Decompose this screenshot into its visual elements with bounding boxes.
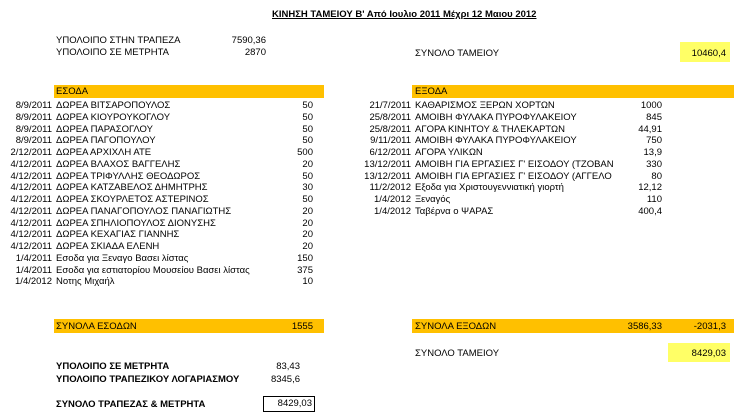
income-amounts — [268, 100, 313, 288]
bank-balance-label: ΥΠΟΛΟΙΠΟ ΣΤΗΝ ΤΡΑΠΕΖΑ — [56, 35, 181, 46]
income-date[interactable]: 4/12/2011 — [10, 182, 52, 194]
income-header-band — [54, 85, 324, 98]
income-date[interactable]: 4/12/2011 — [10, 194, 52, 205]
income-desc[interactable]: Εσοδα για Ξεναγο Βασει λίστας — [56, 252, 189, 264]
expense-amount[interactable]: 845 — [646, 111, 662, 123]
bottom-cash-label: ΥΠΟΛΟΙΠΟ ΣΕ ΜΕΤΡΗΤΑ — [56, 361, 170, 372]
expense-amount[interactable]: 110 — [646, 194, 662, 205]
page-title: ΚΙΝΗΣΗ ΤΑΜΕΙΟΥ Β' Από Ιουλιο 2011 Μέχρι 12 Μαιου 2012 — [272, 9, 537, 20]
expense-amount[interactable]: 400,4 — [638, 205, 662, 217]
expense-desc[interactable]: ΑΜΟΙΒΗ ΦΥΛΑΚΑ ΠΥΡΟΦΥΛΑΚΕΙΟΥ — [415, 111, 577, 123]
expense-amount[interactable]: 330 — [646, 158, 662, 170]
expense-amount[interactable]: 44,91 — [638, 123, 662, 135]
expense-desc[interactable]: Εξοδα για Χριστουγεννιατική γιορτή — [415, 182, 564, 194]
income-amount[interactable]: 20 — [302, 158, 313, 170]
income-date[interactable]: 2/12/2011 — [10, 147, 52, 158]
income-header: ΕΣΟΔΑ — [56, 86, 89, 97]
income-desc[interactable]: ΔΩΡΕΑ ΚΑΤΖΑΒΕΛΟΣ ΔΗΜΗΤΡΗΣ — [56, 182, 208, 194]
grand-total-label: ΣΥΝΟΛΟ ΤΡΑΠΕΖΑΣ & ΜΕΤΡΗΤΑ — [56, 399, 206, 410]
income-date[interactable]: 8/9/2011 — [15, 123, 52, 135]
expense-desc[interactable]: Ταβέρνα ο ΨΑΡΑΣ — [415, 205, 494, 217]
income-amount[interactable]: 500 — [297, 147, 313, 158]
expense-date[interactable]: 13/12/2011 — [364, 158, 411, 170]
income-amount[interactable]: 375 — [297, 264, 313, 276]
expense-amount[interactable]: 13,9 — [643, 147, 662, 158]
expense-total-value[interactable]: 3586,33 — [627, 321, 662, 332]
expense-desc[interactable]: ΑΜΟΙΒΗ ΓΙΑ ΕΡΓΑΣΙΕΣ Γ' ΕΙΣΟΔΟΥ (ΤΖΟΒΑΝ — [415, 158, 614, 170]
expense-total-label: ΣΥΝΟΛΑ ΕΞΟΔΩΝ — [415, 321, 497, 332]
income-desc[interactable]: ΔΩΡΕΑ ΣΚΟΥΡΛΕΤΟΣ ΑΣΤΕΡΙΝΟΣ — [56, 194, 209, 205]
expense-date[interactable]: 25/8/2011 — [369, 123, 411, 135]
income-desc[interactable]: ΔΩΡΕΑ ΠΑΡΑΣΟΓΛΟΥ — [56, 123, 153, 135]
expense-date[interactable]: 6/12/2011 — [369, 147, 411, 158]
income-desc[interactable]: ΔΩΡΕΑ ΚΕΧΑΓΙΑΣ ΓΙΑΝΝΗΣ — [56, 229, 180, 241]
expense-header-band — [412, 85, 734, 98]
expense-desc[interactable]: ΑΓΟΡΑ ΚΙΝΗΤΟΥ & ΤΗΛΕΚΑΡΤΩΝ — [415, 123, 566, 135]
income-amount[interactable]: 150 — [297, 252, 313, 264]
expense-header: ΕΞΟΔΑ — [415, 86, 448, 97]
income-amount[interactable]: 50 — [302, 194, 313, 205]
bottom-bank-value[interactable]: 8345,6 — [270, 374, 300, 385]
income-amount[interactable]: 20 — [302, 241, 313, 252]
income-descriptions — [56, 100, 267, 288]
income-desc[interactable]: ΔΩΡΕΑ ΣΠΗΛΙΟΠΟΥΛΟΣ ΔΙΟΝΥΣΗΣ — [56, 217, 216, 229]
expense-date[interactable]: 1/4/2012 — [374, 205, 411, 217]
expense-date[interactable]: 25/8/2011 — [369, 111, 411, 123]
expense-amount[interactable]: 750 — [646, 135, 662, 147]
income-total-value[interactable]: 1555 — [291, 321, 313, 332]
income-date[interactable]: 4/12/2011 — [10, 158, 52, 170]
income-date[interactable]: 1/4/2012 — [15, 276, 52, 288]
expense-desc[interactable]: ΑΓΟΡΑ ΥΛΙΚΩΝ — [415, 147, 483, 158]
fund-total-value[interactable]: 10460,4 — [691, 48, 726, 59]
expense-amount[interactable]: 1000 — [640, 100, 662, 111]
balance-difference-value[interactable]: -2031,3 — [693, 321, 726, 332]
income-date[interactable]: 8/9/2011 — [15, 100, 52, 111]
income-date[interactable]: 4/12/2011 — [10, 241, 52, 252]
income-date[interactable]: 1/4/2011 — [15, 252, 52, 264]
income-date[interactable]: 4/12/2011 — [10, 205, 52, 217]
bottom-bank-label: ΥΠΟΛΟΙΠΟ ΤΡΑΠΕΖΙΚΟΥ ΛΟΓΑΡΙΑΣΜΟΥ — [56, 374, 240, 385]
expense-date[interactable]: 1/4/2012 — [374, 194, 411, 205]
income-date[interactable]: 4/12/2011 — [10, 170, 52, 182]
income-desc[interactable]: Νοτης Μιχαήλ — [56, 276, 115, 288]
income-desc[interactable]: ΔΩΡΕΑ ΒΛΑΧΟΣ ΒΑΓΓΕΛΗΣ — [56, 158, 181, 170]
income-amount[interactable]: 20 — [302, 229, 313, 241]
expense-desc[interactable]: Ξεναγός — [415, 194, 451, 205]
fund-total-final-value[interactable]: 8429,03 — [691, 348, 726, 359]
income-total-label: ΣΥΝΟΛΑ ΕΣΟΔΩΝ — [56, 321, 137, 332]
income-amount[interactable]: 50 — [302, 123, 313, 135]
income-amount[interactable]: 50 — [302, 135, 313, 147]
expense-dates — [335, 100, 411, 218]
expense-amount[interactable]: 80 — [651, 170, 662, 182]
income-amount[interactable]: 50 — [302, 100, 313, 111]
income-date[interactable]: 4/12/2011 — [10, 217, 52, 229]
income-desc[interactable]: ΔΩΡΕΑ ΠΑΓΟΠΟΥΛΟΥ — [56, 135, 156, 147]
cash-balance-value[interactable]: 2870 — [244, 47, 266, 58]
income-desc[interactable]: ΔΩΡΕΑ ΣΚΙΑΔΑ ΕΛΕΝΗ — [56, 241, 160, 252]
income-desc[interactable]: ΔΩΡΕΑ ΠΑΝΑΓΟΠΟΥΛΟΣ ΠΑΝΑΓΙΩΤΗΣ — [56, 205, 232, 217]
income-desc[interactable]: Εσοδα για εστιατορίου Μουσείου Βασει λίστας — [56, 264, 250, 276]
bottom-cash-value[interactable]: 83,43 — [276, 361, 300, 372]
income-date[interactable]: 4/12/2011 — [10, 229, 52, 241]
income-dates — [0, 100, 52, 288]
income-desc[interactable]: ΔΩΡΕΑ ΚΙΟΥΡΟΥΚΟΓΛΟΥ — [56, 111, 171, 123]
income-desc[interactable]: ΔΩΡΕΑ ΑΡΧΙΧΛΗ ΑΤΕ — [56, 147, 152, 158]
grand-total-value[interactable]: 8429,03 — [263, 396, 315, 412]
expense-descriptions — [415, 100, 620, 218]
income-date[interactable]: 1/4/2011 — [15, 264, 52, 276]
income-amount[interactable]: 20 — [302, 205, 313, 217]
expense-amounts — [620, 100, 662, 218]
expense-desc[interactable]: ΑΜΟΙΒΗ ΦΥΛΑΚΑ ΠΥΡΟΦΥΛΑΚΕΙΟΥ — [415, 135, 577, 147]
expense-desc[interactable]: ΚΑΘΑΡΙΣΜΟΣ ΞΕΡΩΝ ΧΟΡΤΩΝ — [415, 100, 555, 111]
cash-balance-label: ΥΠΟΛΟΙΠΟ ΣΕ ΜΕΤΡΗΤΑ — [56, 47, 170, 58]
income-date[interactable]: 8/9/2011 — [15, 135, 52, 147]
income-desc[interactable]: ΔΩΡΕΑ ΤΡΙΦΥΛΛΗΣ ΘΕΟΔΩΡΟΣ — [56, 170, 201, 182]
income-amount[interactable]: 30 — [302, 182, 313, 194]
expense-date[interactable]: 11/2/2012 — [369, 182, 411, 194]
income-amount[interactable]: 50 — [302, 111, 313, 123]
expense-date[interactable]: 21/7/2011 — [369, 100, 411, 111]
expense-date[interactable]: 9/11/2011 — [370, 135, 411, 147]
income-amount[interactable]: 20 — [302, 217, 313, 229]
income-amount[interactable]: 50 — [302, 170, 313, 182]
fund-total-label: ΣΥΝΟΛΟ ΤΑΜΕΙΟΥ — [415, 48, 500, 59]
income-date[interactable]: 8/9/2011 — [15, 111, 52, 123]
fund-total-final-label: ΣΥΝΟΛΟ ΤΑΜΕΙΟΥ — [415, 348, 500, 359]
expense-date[interactable]: 13/12/2011 — [364, 170, 411, 182]
bank-balance-value[interactable]: 7590,36 — [231, 35, 266, 46]
income-desc[interactable]: ΔΩΡΕΑ ΒΙΤΣΑΡΟΠΟΥΛΟΣ — [56, 100, 171, 111]
expense-desc[interactable]: ΑΜΟΙΒΗ ΓΙΑ ΕΡΓΑΣΙΕΣ Γ' ΕΙΣΟΔΟΥ (ΑΓΓΕΛΟ — [415, 170, 612, 182]
income-amount[interactable]: 10 — [302, 276, 313, 288]
expense-amount[interactable]: 12,12 — [638, 182, 662, 194]
